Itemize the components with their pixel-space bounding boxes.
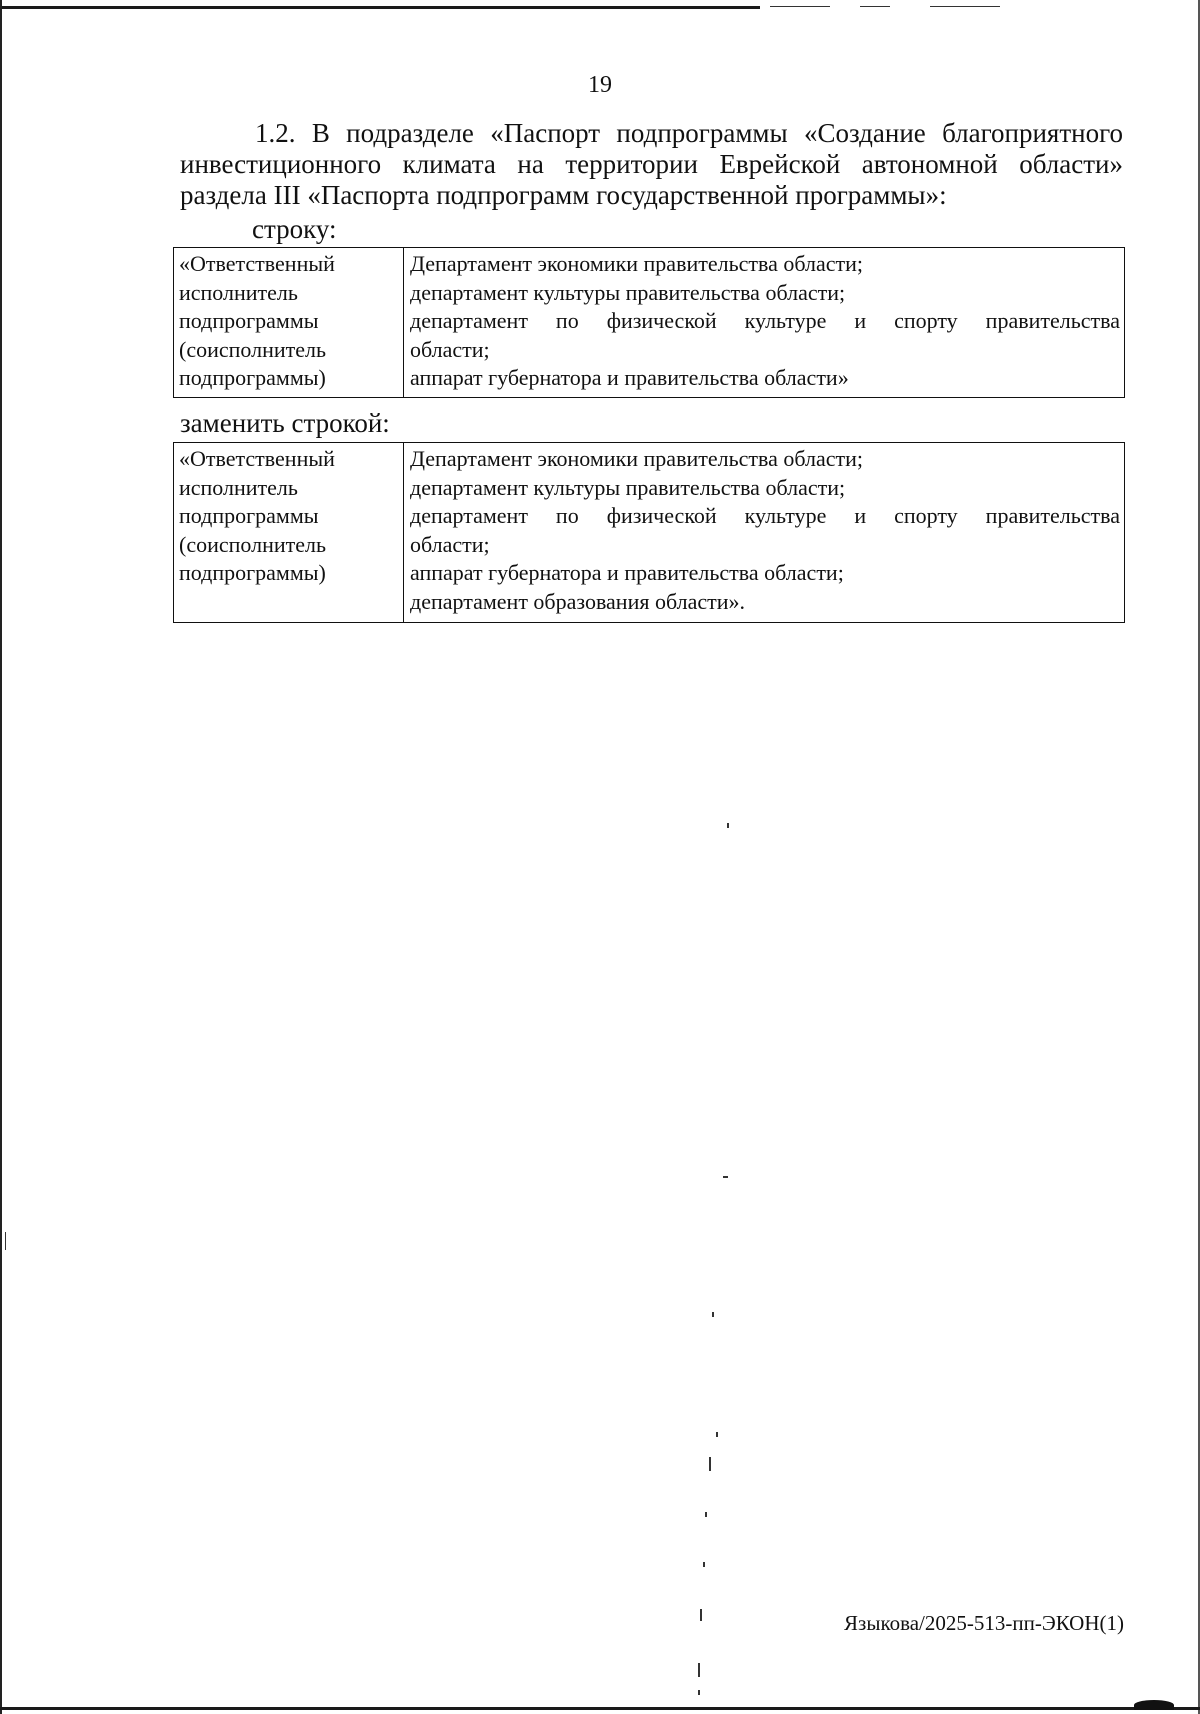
label-row: строку: — [252, 214, 337, 244]
row-title-line: (соисполнитель — [179, 531, 327, 557]
scan-speck — [727, 823, 729, 828]
scan-border-bottom — [0, 1707, 1200, 1710]
row-title-line: (соисполнитель — [179, 336, 327, 362]
row-value-line: департамент образования области». — [410, 588, 746, 614]
row-title-line: подпрограммы) — [179, 560, 326, 585]
scan-border-top-fragment — [860, 6, 890, 7]
row-value-cell — [404, 443, 1125, 623]
row-title-line: подпрограммы — [179, 503, 319, 528]
scan-speck — [698, 1663, 700, 1677]
scan-speck — [705, 1512, 707, 1517]
row-value-line: области; — [410, 531, 490, 557]
row-title-cell — [174, 443, 404, 623]
new-row-table — [173, 442, 1125, 623]
row-value-line: области; — [410, 336, 490, 362]
row-title-cell — [174, 248, 404, 398]
scan-speck — [712, 1312, 714, 1317]
document-reference: Языкова/2025-513-пп-ЭКОН(1) — [844, 1611, 1124, 1635]
scan-border-top — [0, 6, 760, 9]
row-value-line: департамент культуры правительства области; — [410, 279, 846, 305]
page-number: 19 — [588, 72, 612, 98]
scan-border-left — [0, 0, 2, 1714]
row-value-line: аппарат губернатора и правительства области» — [410, 365, 849, 390]
scan-speck — [700, 1609, 702, 1621]
scan-smudge — [1134, 1700, 1174, 1710]
row-value-line: департамент культуры правительства области; — [410, 474, 846, 500]
row-value-line: Департамент экономики правительства области; — [410, 446, 864, 471]
scan-speck — [698, 1690, 700, 1695]
row-value-line: аппарат губернатора и правительства области; — [410, 560, 844, 585]
scan-speck — [703, 1562, 705, 1567]
table-row — [174, 443, 1125, 623]
paragraph-line: инвестиционного климата на территории Еврейской автономной области» — [180, 149, 1123, 179]
row-title-line: «Ответственный — [179, 251, 335, 276]
row-value-line: департамент по физической культуре и спорту правительства — [410, 503, 1120, 528]
scan-speck — [716, 1432, 718, 1437]
row-value-cell — [404, 248, 1125, 398]
row-title-line: подпрограммы) — [179, 365, 326, 390]
label-replace-with: заменить строкой: — [180, 408, 390, 438]
scan-border-top-fragment — [770, 6, 830, 7]
row-title-line: исполнитель — [179, 474, 298, 500]
row-title-line: «Ответственный — [179, 446, 335, 471]
row-title-line: исполнитель — [179, 279, 298, 305]
scan-speck — [5, 1232, 6, 1250]
row-value-line: департамент по физической культуре и спорту правительства — [410, 308, 1120, 333]
paragraph-line: 1.2. В подразделе «Паспорт подпрограммы «Создание благоприятного — [255, 118, 1123, 148]
row-title-line: подпрограммы — [179, 308, 319, 333]
table-row — [174, 248, 1125, 398]
scan-border-top-fragment — [930, 6, 1000, 7]
scan-speck — [709, 1457, 711, 1471]
amendment-paragraph — [180, 118, 1123, 211]
row-value-line: Департамент экономики правительства области; — [410, 251, 864, 276]
scan-speck — [723, 1176, 728, 1178]
paragraph-line: раздела III «Паспорта подпрограмм государственной программы»: — [180, 180, 947, 210]
old-row-table — [173, 247, 1125, 398]
